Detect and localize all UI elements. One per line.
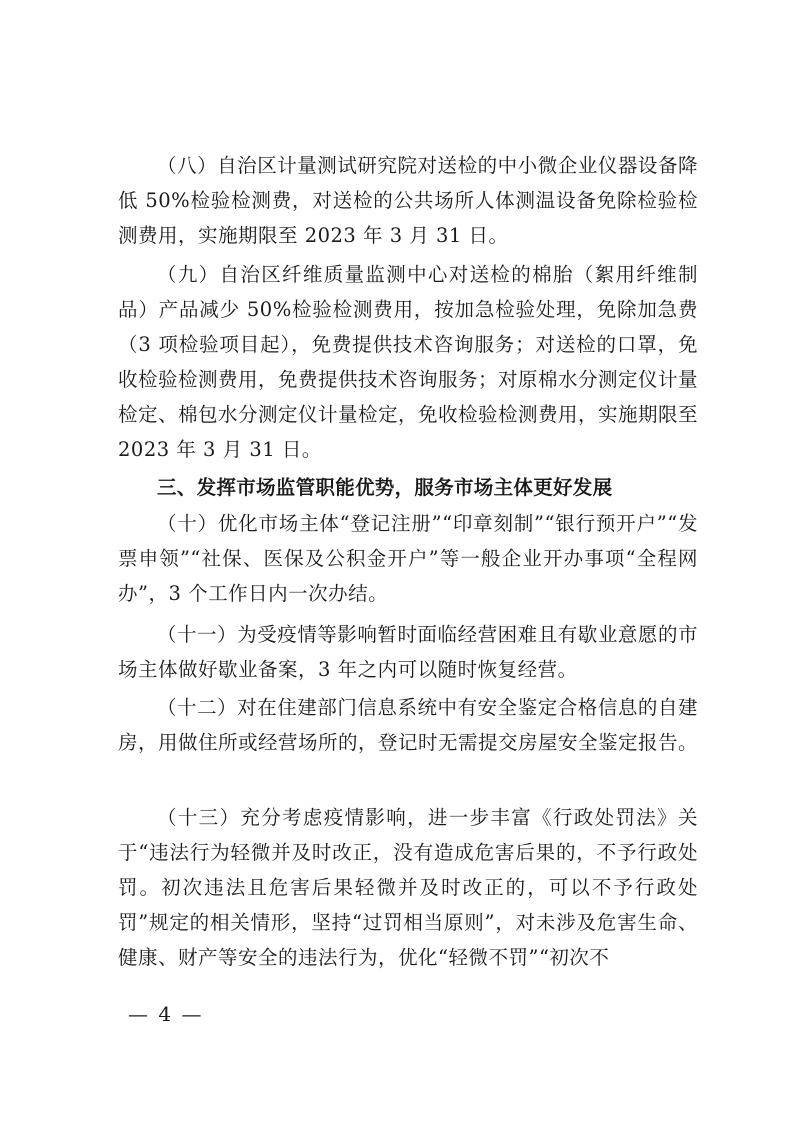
- paragraph-item-13: （十三）充分考虑疫情影响，进一步丰富《行政处罚法》关于“违法行为轻微并及时改正，没有造成危害后果的，不予行政处罚。初次违法且危害后果轻微并及时改正的，可以不予行政处罚”规定的相关情形，坚持“过罚相当原则”，对未涉及危害生命、健康、财产等安全的违法行为，优化“轻微不罚”“初次不: [118, 806, 698, 969]
- page-number: — 4 —: [128, 1002, 204, 1026]
- paragraph-item-12: （十二）对在住建部门信息系统中有安全鉴定合格信息的自建房，用做住所或经营场所的，登记时无需提交房屋安全鉴定报告。: [118, 696, 699, 754]
- paragraph-item-8: （八）自治区计量测试研究院对送检的中小微企业仪器设备降低 50%检验检测费，对送检的公共场所人体测温设备免除检验检测费用，实施期限至 2023 年 3 月 31 日。: [118, 154, 698, 247]
- paragraph-item-9: （九）自治区纤维质量监测中心对送检的棉胎（絮用纤维制品）产品减少 50%检验检测费用，按加急检验处理，免除加急费（3 项检验项目起），免费提供技术咨询服务；对送检的口罩，免收检验检测费用，免费提供技术咨询服务；对原棉水分测定仪计量检定、棉包水分测定仪计量检定，免收检验检测费用，实施期限至 2023 年 3 月 31 日。: [118, 263, 699, 461]
- section-heading-3: 三、发挥市场监管职能优势，服务市场主体更好发展: [157, 476, 613, 499]
- paragraph-item-10: （十）优化市场主体“登记注册”“印章刻制”“银行预开户”“发票申领”“社保、医保及公积金开户”等一般企业开办事项“全程网办”，3 个工作日内一次办结。: [118, 512, 698, 605]
- paragraph-item-11: （十一）为受疫情等影响暂时面临经营困难且有歇业意愿的市场主体做好歇业备案，3 年之内可以随时恢复经营。: [118, 623, 698, 681]
